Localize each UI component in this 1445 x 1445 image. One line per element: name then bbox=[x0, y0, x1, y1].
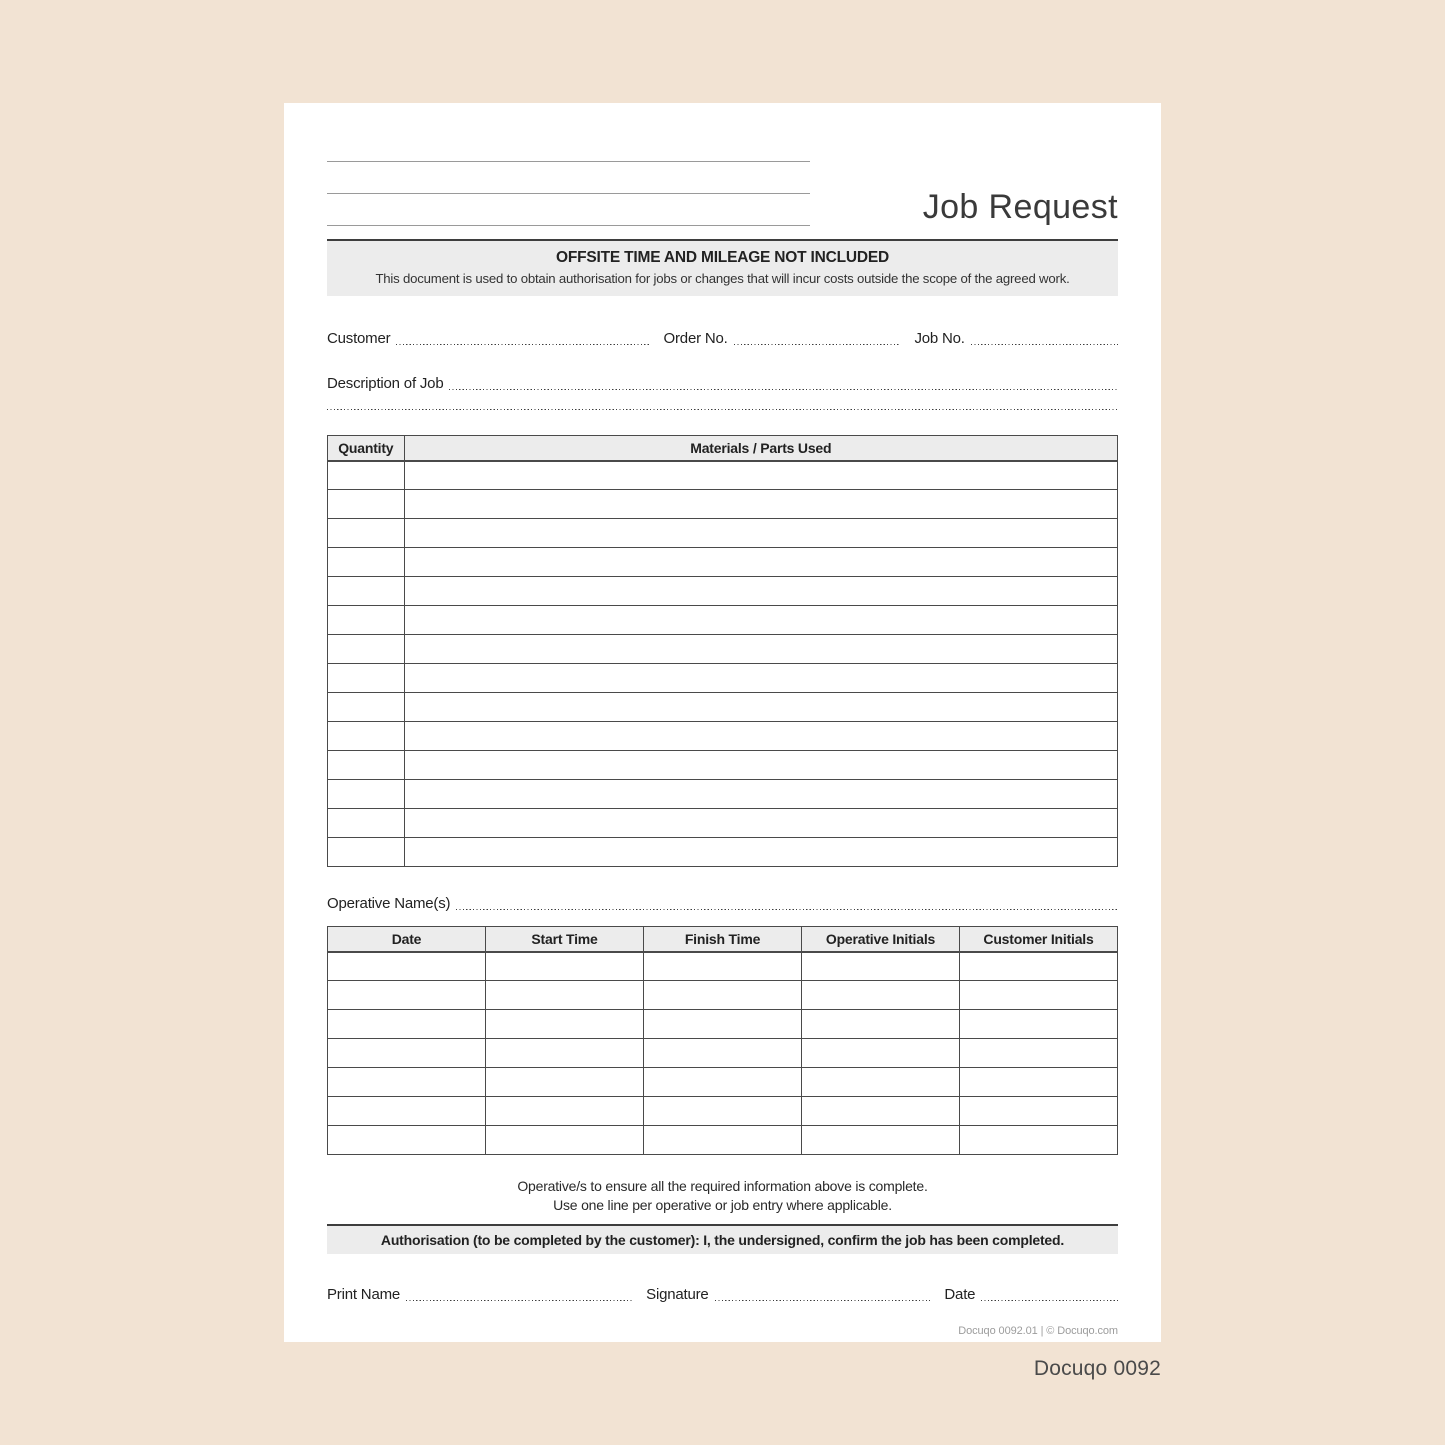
time-table-row bbox=[328, 1097, 1118, 1126]
materials-table-row bbox=[328, 635, 1118, 664]
document-title: Job Request bbox=[922, 188, 1118, 226]
time-table-row bbox=[328, 1039, 1118, 1068]
operative-names-row bbox=[327, 893, 1118, 912]
quantity-cell bbox=[328, 490, 405, 519]
start-time-cell bbox=[486, 1097, 644, 1126]
materials-table-row bbox=[328, 664, 1118, 693]
quantity-cell bbox=[328, 809, 405, 838]
quantity-cell bbox=[328, 635, 405, 664]
notice-heading: OFFSITE TIME AND MILEAGE NOT INCLUDED bbox=[555, 249, 890, 266]
time-tracking-table bbox=[327, 926, 1118, 1155]
quantity-column-header: Quantity bbox=[328, 436, 405, 461]
order-no-fill-line bbox=[734, 343, 901, 345]
materials-parts-cell bbox=[404, 693, 1117, 722]
job-no-fill-line bbox=[971, 343, 1118, 345]
time-table-row bbox=[328, 952, 1118, 981]
blank-write-in-line bbox=[327, 161, 810, 162]
materials-parts-cell bbox=[404, 635, 1117, 664]
finish-time-cell bbox=[644, 1068, 802, 1097]
materials-table-row bbox=[328, 606, 1118, 635]
materials-parts-cell bbox=[404, 519, 1117, 548]
date-cell bbox=[328, 1039, 486, 1068]
finish-time-cell bbox=[644, 952, 802, 981]
date-cell bbox=[328, 1010, 486, 1039]
materials-table-row bbox=[328, 693, 1118, 722]
date-cell bbox=[328, 952, 486, 981]
customer-initials-cell bbox=[960, 1068, 1118, 1097]
finish-time-cell bbox=[644, 1039, 802, 1068]
note-line-2: Use one line per operative or job entry where applicable. bbox=[553, 1197, 892, 1213]
authorisation-text: Authorisation (to be completed by the customer): I, the undersigned, confirm the job has been completed. bbox=[380, 1232, 1065, 1248]
materials-parts-cell bbox=[404, 461, 1117, 490]
materials-parts-cell bbox=[404, 780, 1117, 809]
start-time-cell bbox=[486, 981, 644, 1010]
operative-initials-column-header: Operative Initials bbox=[802, 927, 960, 952]
customer-initials-cell bbox=[960, 1039, 1118, 1068]
time-table-row bbox=[328, 981, 1118, 1010]
time-table-row bbox=[328, 1068, 1118, 1097]
quantity-cell bbox=[328, 664, 405, 693]
start-time-column-header: Start Time bbox=[486, 927, 644, 952]
operative-initials-cell bbox=[802, 952, 960, 981]
authorisation-banner bbox=[327, 1224, 1118, 1254]
description-fill-line-2 bbox=[327, 408, 1118, 410]
finish-time-cell bbox=[644, 1126, 802, 1155]
materials-parts-cell bbox=[404, 722, 1117, 751]
materials-parts-cell bbox=[404, 548, 1117, 577]
materials-parts-cell bbox=[404, 577, 1117, 606]
date-column-header: Date bbox=[328, 927, 486, 952]
materials-parts-cell bbox=[404, 751, 1117, 780]
customer-initials-column-header: Customer Initials bbox=[960, 927, 1118, 952]
materials-table-row bbox=[328, 751, 1118, 780]
order-no-label: Order No. bbox=[663, 329, 728, 347]
materials-parts-cell bbox=[404, 838, 1117, 867]
start-time-cell bbox=[486, 1068, 644, 1097]
operative-initials-cell bbox=[802, 1126, 960, 1155]
materials-table-row bbox=[328, 780, 1118, 809]
date-cell bbox=[328, 981, 486, 1010]
materials-parts-cell bbox=[404, 606, 1117, 635]
operative-initials-cell bbox=[802, 1010, 960, 1039]
materials-parts-column-header: Materials / Parts Used bbox=[404, 436, 1117, 461]
quantity-cell bbox=[328, 751, 405, 780]
materials-table-row bbox=[328, 519, 1118, 548]
start-time-cell bbox=[486, 952, 644, 981]
materials-parts-cell bbox=[404, 490, 1117, 519]
notice-subtext: This document is used to obtain authorisation for jobs or changes that will incur costs outside the scope of the agreed work. bbox=[375, 271, 1070, 286]
materials-table-row bbox=[328, 809, 1118, 838]
customer-label: Customer bbox=[327, 329, 391, 347]
company-details-lines bbox=[327, 161, 810, 228]
template-id-watermark: Docuqo 0092 bbox=[1033, 1357, 1161, 1380]
date-cell bbox=[328, 1097, 486, 1126]
print-name-fill-line bbox=[406, 1299, 632, 1301]
time-table-row bbox=[328, 1126, 1118, 1155]
operative-names-label: Operative Name(s) bbox=[327, 894, 451, 912]
time-table-header bbox=[328, 927, 1118, 952]
materials-parts-cell bbox=[404, 809, 1117, 838]
materials-table-row bbox=[328, 722, 1118, 751]
quantity-cell bbox=[328, 693, 405, 722]
quantity-cell bbox=[328, 780, 405, 809]
quantity-cell bbox=[328, 461, 405, 490]
print-name-label: Print Name bbox=[327, 1285, 401, 1303]
materials-table bbox=[327, 435, 1118, 867]
customer-initials-cell bbox=[960, 1126, 1118, 1155]
customer-initials-cell bbox=[960, 1010, 1118, 1039]
quantity-cell bbox=[328, 838, 405, 867]
start-time-cell bbox=[486, 1010, 644, 1039]
time-table-row bbox=[328, 1010, 1118, 1039]
finish-time-column-header: Finish Time bbox=[644, 927, 802, 952]
description-fill-line bbox=[449, 388, 1118, 390]
quantity-cell bbox=[328, 548, 405, 577]
instruction-notes bbox=[327, 1177, 1118, 1215]
finish-time-cell bbox=[644, 981, 802, 1010]
customer-initials-cell bbox=[960, 952, 1118, 981]
quantity-cell bbox=[328, 606, 405, 635]
customer-fill-line bbox=[396, 343, 649, 345]
start-time-cell bbox=[486, 1126, 644, 1155]
operative-initials-cell bbox=[802, 1068, 960, 1097]
job-request-document bbox=[284, 103, 1161, 1342]
description-of-job-label: Description of Job bbox=[327, 374, 444, 392]
date-cell bbox=[328, 1126, 486, 1155]
operative-initials-cell bbox=[802, 981, 960, 1010]
materials-table-header bbox=[328, 436, 1118, 461]
finish-time-cell bbox=[644, 1010, 802, 1039]
finish-time-cell bbox=[644, 1097, 802, 1126]
date-label: Date bbox=[944, 1285, 976, 1303]
materials-parts-cell bbox=[404, 664, 1117, 693]
operative-names-fill-line bbox=[456, 908, 1118, 910]
quantity-cell bbox=[328, 722, 405, 751]
operative-initials-cell bbox=[802, 1039, 960, 1068]
note-line-1: Operative/s to ensure all the required information above is complete. bbox=[517, 1178, 928, 1194]
date-cell bbox=[328, 1068, 486, 1097]
document-footer-reference: Docuqo 0092.01 | © Docuqo.com bbox=[958, 1325, 1118, 1337]
blank-write-in-line bbox=[327, 225, 810, 226]
materials-table-row bbox=[328, 577, 1118, 606]
materials-table-row bbox=[328, 490, 1118, 519]
description-row bbox=[327, 373, 1118, 392]
signature-label: Signature bbox=[646, 1285, 709, 1303]
materials-table-row bbox=[328, 548, 1118, 577]
date-fill-line bbox=[981, 1299, 1118, 1301]
blank-write-in-line bbox=[327, 193, 810, 194]
notice-banner bbox=[327, 241, 1118, 296]
materials-table-row bbox=[328, 838, 1118, 867]
quantity-cell bbox=[328, 519, 405, 548]
materials-table-row bbox=[328, 461, 1118, 490]
start-time-cell bbox=[486, 1039, 644, 1068]
customer-initials-cell bbox=[960, 981, 1118, 1010]
job-no-label: Job No. bbox=[914, 329, 965, 347]
customer-order-job-row bbox=[327, 328, 1118, 347]
signature-row bbox=[327, 1284, 1118, 1303]
signature-fill-line bbox=[715, 1299, 931, 1301]
customer-initials-cell bbox=[960, 1097, 1118, 1126]
operative-initials-cell bbox=[802, 1097, 960, 1126]
quantity-cell bbox=[328, 577, 405, 606]
document-header bbox=[327, 161, 1118, 228]
